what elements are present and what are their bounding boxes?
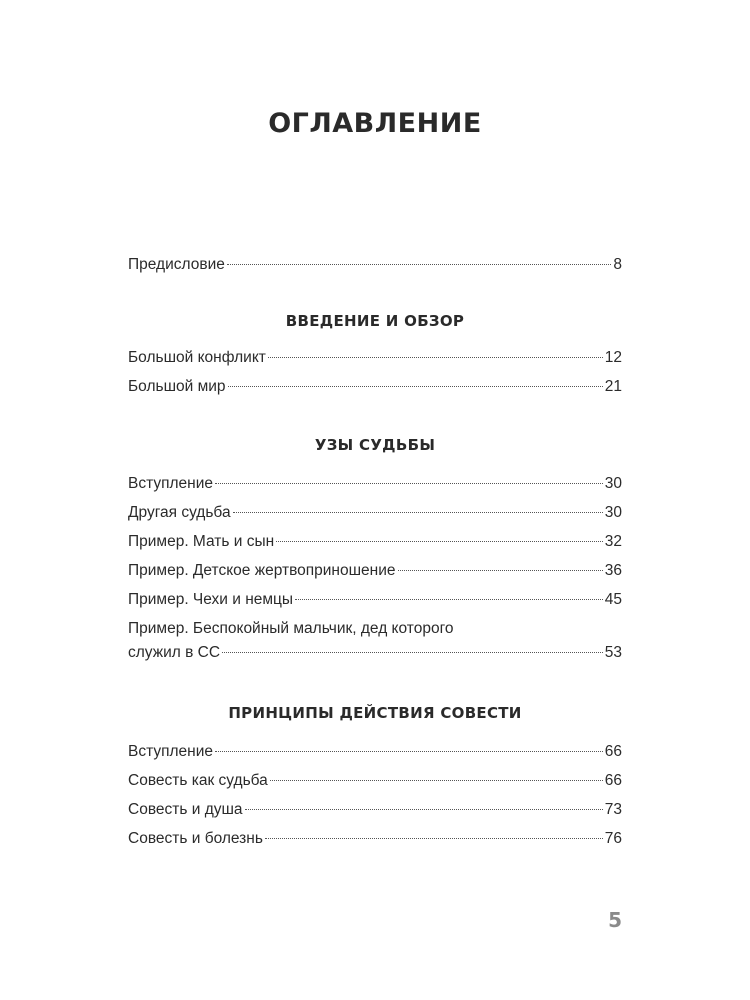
toc-entry-title: Совесть как судьба [128,772,268,789]
dot-leader [268,357,603,358]
dot-leader [295,599,603,600]
page-title: ОГЛАВЛЕНИЕ [268,108,482,139]
toc-entry-title: Пример. Беспокойный мальчик, дед которого [128,620,454,637]
toc-entry-title: Совесть и болезнь [128,830,263,847]
dot-leader [265,838,603,839]
toc-entry-page: 32 [604,533,622,550]
toc-entry-page: 36 [604,562,622,579]
toc-entry-title: Большой конфликт [128,349,266,366]
dot-leader [276,541,603,542]
toc-entry[interactable] [128,588,622,612]
toc-entry[interactable] [128,530,622,554]
toc-entry[interactable] [128,769,622,793]
toc-entry-title: Пример. Чехи и немцы [128,591,294,608]
toc-entry-page: 76 [604,830,622,847]
toc-entry-title: Совесть и душа [128,801,243,818]
toc-entry[interactable] [128,472,622,496]
section-heading-bonds-of-fate: УЗЫ СУДЬБЫ [314,436,436,454]
toc-entry-title-continued: служил в СС [128,644,221,661]
toc-entry-title: Другая судьба [128,504,231,521]
toc-entry[interactable] [128,346,622,370]
toc-entry-page: 53 [604,644,622,661]
dot-leader [233,512,603,513]
toc-entry-title: Пример. Мать и сын [128,533,275,550]
toc-entry-page: 66 [604,743,622,760]
toc-entry-page: 8 [613,256,622,273]
toc-entry-preface[interactable] [128,253,622,277]
dot-leader [245,809,603,810]
page-number: 5 [608,908,622,932]
toc-entry-continuation [128,641,622,665]
dot-leader [270,780,603,781]
toc-entry-page: 66 [604,772,622,789]
toc-entry-title: Большой мир [128,378,226,395]
toc-entry[interactable] [128,740,622,764]
toc-entry[interactable] [128,375,622,399]
toc-entry[interactable] [128,559,622,583]
dot-leader [215,751,603,752]
section-heading-introduction: ВВЕДЕНИЕ И ОБЗОР [285,312,465,330]
toc-entry[interactable] [128,798,622,822]
toc-entry-title: Вступление [128,475,214,492]
toc-entry[interactable] [128,617,622,665]
toc-entry-page: 30 [604,504,622,521]
toc-entry-title: Пример. Детское жертвоприношение [128,562,396,579]
dot-leader [222,652,603,653]
toc-entry-title: Предисловие [128,256,225,273]
toc-entry-page: 12 [604,349,622,366]
dot-leader [215,483,603,484]
section-heading-conscience-principles: ПРИНЦИПЫ ДЕЙСТВИЯ СОВЕСТИ [228,704,522,722]
dot-leader [227,264,612,265]
toc-entry-page: 30 [604,475,622,492]
toc-entry-page: 21 [604,378,622,395]
toc-entry-page: 45 [604,591,622,608]
table-of-contents [128,253,622,856]
toc-entry-page: 73 [604,801,622,818]
toc-entry[interactable] [128,827,622,851]
dot-leader [398,570,603,571]
toc-entry-title: Вступление [128,743,214,760]
dot-leader [228,386,603,387]
toc-entry[interactable] [128,501,622,525]
